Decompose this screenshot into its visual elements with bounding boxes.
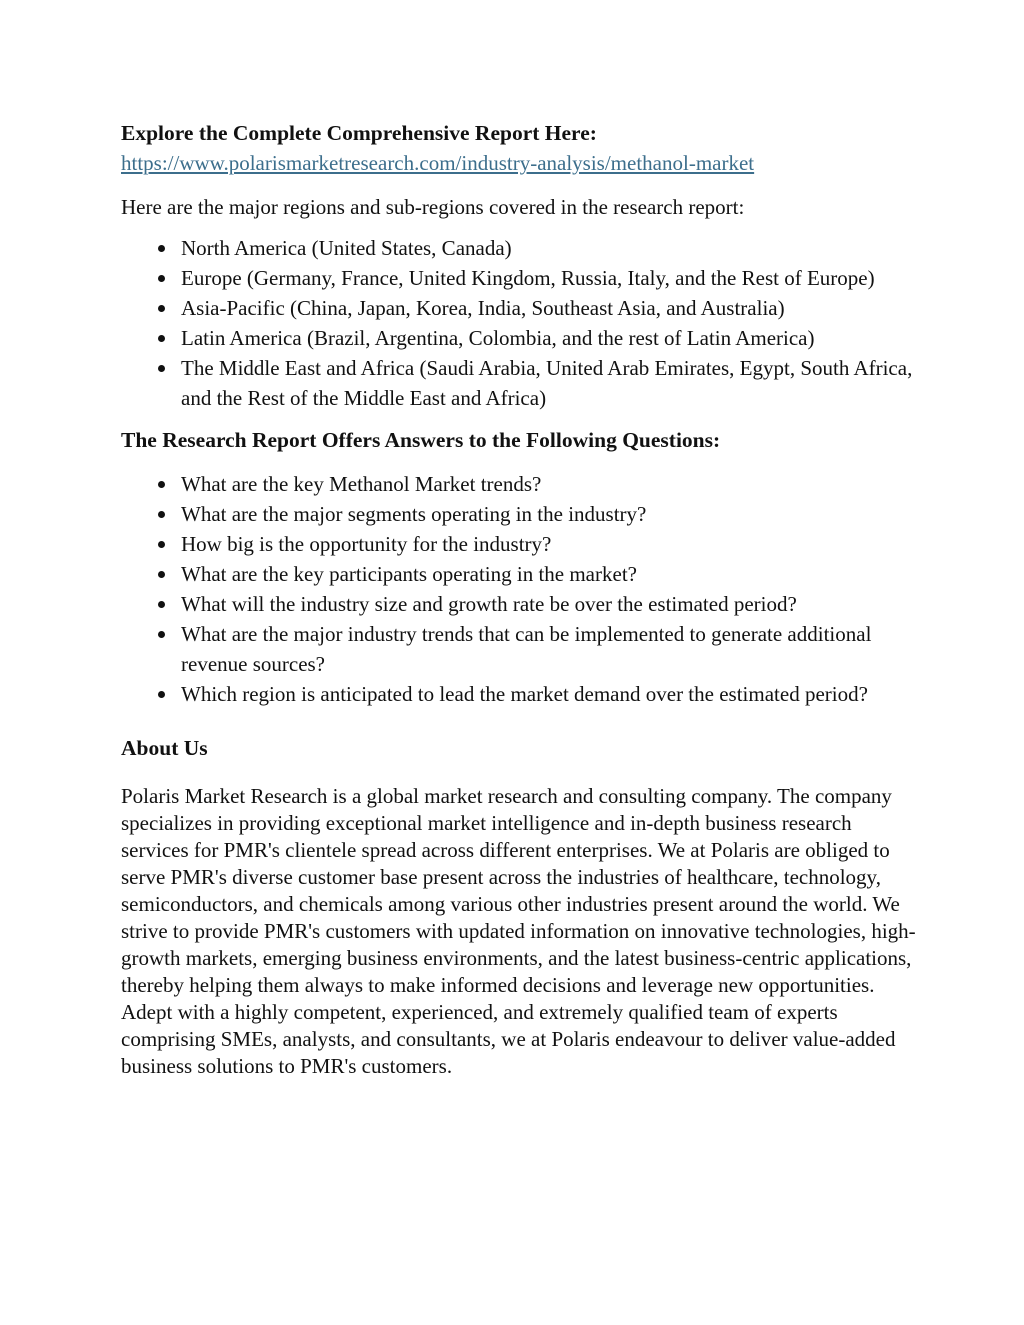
list-item: What are the major segments operating in the industry? xyxy=(121,499,921,529)
bullet-icon xyxy=(158,601,165,608)
about-heading: About Us xyxy=(121,736,208,760)
bullet-icon xyxy=(158,631,165,638)
bullet-icon xyxy=(158,571,165,578)
list-item: What will the industry size and growth rate be over the estimated period? xyxy=(121,589,921,619)
list-item: Asia-Pacific (China, Japan, Korea, India, Southeast Asia, and Australia) xyxy=(121,293,921,323)
about-paragraph: Polaris Market Research is a global market research and consulting company. The company specializes in providing exceptional market intelligence and in-depth business research services for PMR's clientele spread across different enterprises. We at Polaris are obliged to serve PMR's diverse customer base present across the industries of healthcare, technology, semiconductors, and chemicals among various other industries present around the world. We strive to provide PMR's customers with updated information on innovative technologies, high-growth markets, emerging business environments, and the latest business-centric applications, thereby helping them always to make informed decisions and leverage new opportunities. Adept with a highly competent, experienced, and extremely qualified team of experts comprising SMEs, analysts, and consultants, we at Polaris endeavour to deliver value-added business solutions to PMR's customers. xyxy=(121,784,916,1078)
list-item: How big is the opportunity for the industry? xyxy=(121,529,921,559)
bullet-icon xyxy=(158,541,165,548)
report-link[interactable]: https://www.polarismarketresearch.com/industry-analysis/methanol-market xyxy=(121,151,755,175)
list-item: Which region is anticipated to lead the market demand over the estimated period? xyxy=(121,679,921,709)
list-item: What are the key Methanol Market trends? xyxy=(121,469,921,499)
bullet-icon xyxy=(158,275,165,282)
explore-heading: Explore the Complete Comprehensive Report Here: xyxy=(121,121,597,145)
bullet-icon xyxy=(158,245,165,252)
regions-intro: Here are the major regions and sub-regions covered in the research report: xyxy=(121,195,745,219)
questions-heading: The Research Report Offers Answers to the Following Questions: xyxy=(121,428,721,452)
list-item: What are the major industry trends that can be implemented to generate additional revenue sources? xyxy=(121,619,921,679)
bullet-icon xyxy=(158,365,165,372)
list-item: Europe (Germany, France, United Kingdom, Russia, Italy, and the Rest of Europe) xyxy=(121,263,921,293)
list-item: The Middle East and Africa (Saudi Arabia, United Arab Emirates, Egypt, South Africa, and the Rest of the Middle East and Africa) xyxy=(121,353,921,413)
bullet-icon xyxy=(158,335,165,342)
regions-list xyxy=(121,233,921,413)
bullet-icon xyxy=(158,691,165,698)
questions-list xyxy=(121,469,921,709)
list-item: North America (United States, Canada) xyxy=(121,233,921,263)
document-page xyxy=(121,118,921,1080)
bullet-icon xyxy=(158,481,165,488)
list-item: What are the key participants operating in the market? xyxy=(121,559,921,589)
bullet-icon xyxy=(158,511,165,518)
bullet-icon xyxy=(158,305,165,312)
list-item: Latin America (Brazil, Argentina, Colombia, and the rest of Latin America) xyxy=(121,323,921,353)
